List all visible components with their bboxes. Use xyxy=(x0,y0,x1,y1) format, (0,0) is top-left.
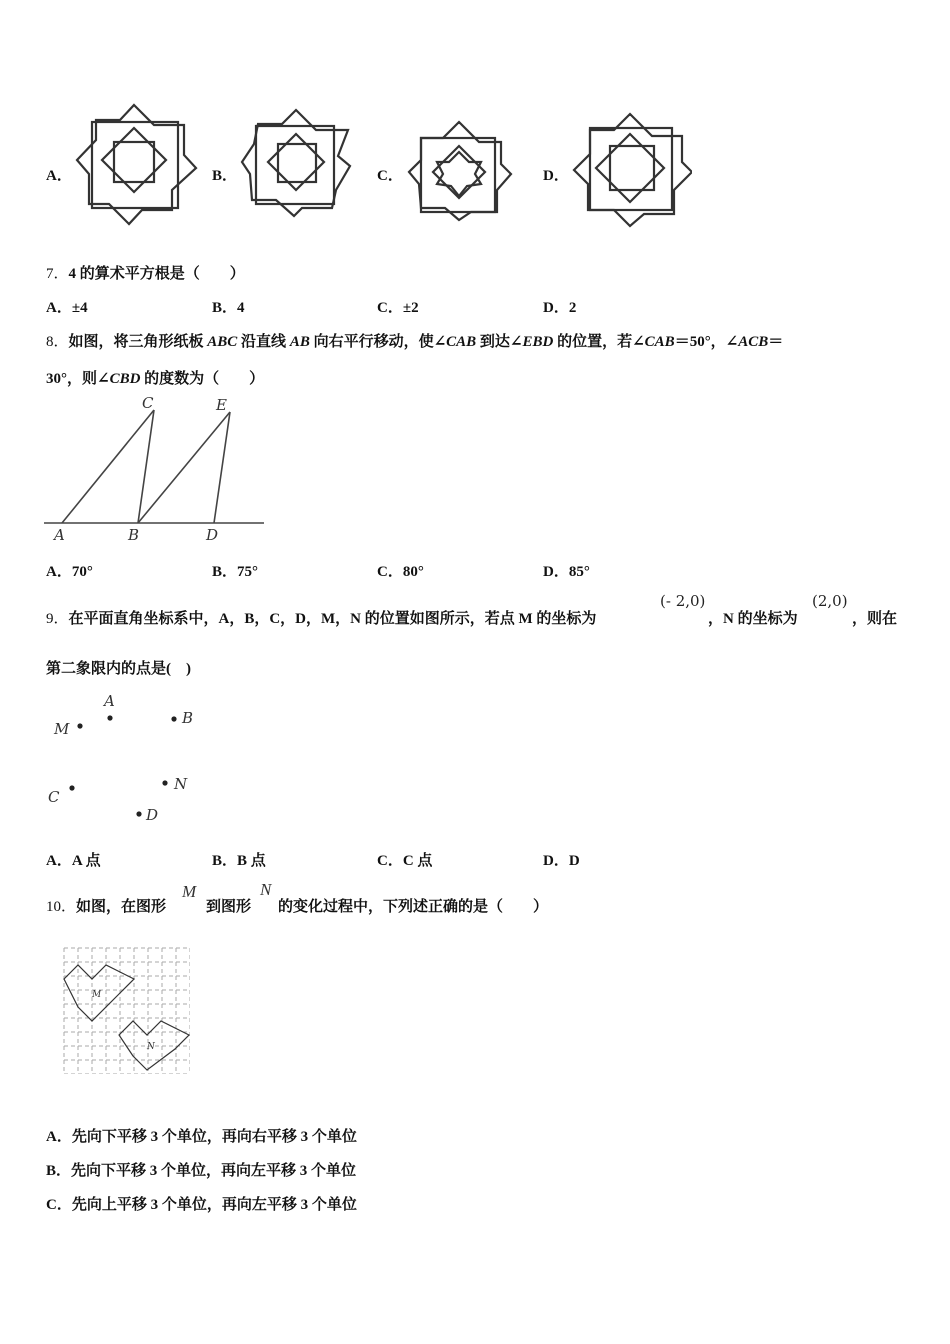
q9-stem-line2: 第二象限内的点是( ) xyxy=(46,661,191,677)
q8-option-d-letter: D． xyxy=(543,564,569,580)
q8-option-d[interactable] xyxy=(543,560,590,581)
q7-number: 7． xyxy=(46,266,69,282)
q9-point-d xyxy=(136,811,141,816)
q7-option-d[interactable] xyxy=(543,296,576,317)
q7-stem-text: 4 的算术平方根是（ ） xyxy=(68,266,245,282)
q9-point-b xyxy=(171,716,176,721)
q7-option-c-text: ±2 xyxy=(402,300,419,316)
q8-label-c: C xyxy=(142,394,154,412)
q9-option-a-letter: A． xyxy=(46,853,72,869)
q7-option-b-text: 4 xyxy=(237,300,245,316)
q8-option-d-text: 85° xyxy=(568,564,590,580)
q9-point-c xyxy=(69,785,74,790)
q9-option-b-letter: B． xyxy=(212,853,238,869)
q8-option-c-text: 80° xyxy=(402,564,424,580)
q7-option-c[interactable] xyxy=(377,296,419,317)
q8-var-acb: ACB xyxy=(738,334,769,350)
q9-label-n: N xyxy=(174,775,188,793)
q10-option-b[interactable] xyxy=(46,1159,356,1180)
q7-option-a-text: ±4 xyxy=(71,300,88,316)
q9-option-c-text: C 点 xyxy=(402,853,433,869)
q8-var-cbd: CBD xyxy=(109,371,141,387)
q9-option-a-text: A 点 xyxy=(71,853,101,869)
q10-label-n: N xyxy=(147,1042,155,1052)
q9-n-coordinate: (2,0) xyxy=(812,592,848,610)
q9-label-m: M xyxy=(54,720,70,738)
q10-option-b-text: 先向下平移 3 个单位，再向左平移 3 个单位 xyxy=(71,1163,357,1179)
q8-text: 到达∠ xyxy=(476,334,523,350)
q9-label-b: B xyxy=(182,709,194,727)
q7-option-c-letter: C． xyxy=(377,300,403,316)
q8-option-b-letter: B． xyxy=(212,564,238,580)
q9-text-end: ，则在 xyxy=(852,611,898,627)
q8-label-b: B xyxy=(128,526,140,544)
q10-option-b-letter: B． xyxy=(46,1163,72,1179)
q9-stem-line1 xyxy=(46,607,596,628)
q9-option-d-letter: D． xyxy=(543,853,569,869)
q9-option-c-letter: C． xyxy=(377,853,403,869)
q6-option-d-label[interactable]: D． xyxy=(543,168,569,184)
q9-option-c[interactable] xyxy=(377,849,432,870)
q6-option-c-figure[interactable] xyxy=(405,118,515,222)
q10-grid-figure xyxy=(60,944,190,1074)
q9-option-b-text: B 点 xyxy=(237,853,266,869)
q8-var-ab: AB xyxy=(289,334,310,350)
q8-var-ebd: EBD xyxy=(522,334,554,350)
q8-label-e: E xyxy=(216,396,227,414)
q10-number: 10． xyxy=(46,899,77,915)
q9-point-a xyxy=(107,715,112,720)
q8-label-a: A xyxy=(54,526,65,544)
q10-text-end: 的变化过程中，下列述正确的是（ ） xyxy=(278,899,549,915)
q6-option-b-label[interactable]: B． xyxy=(212,168,238,184)
q7-option-a[interactable] xyxy=(46,296,88,317)
q10-option-a-letter: A． xyxy=(46,1129,72,1145)
q8-option-a-text: 70° xyxy=(71,564,93,580)
q8-var-cab: CAB xyxy=(446,334,477,350)
q8-option-a-letter: A． xyxy=(46,564,72,580)
q7-stem xyxy=(46,262,245,283)
q10-option-c-letter: C． xyxy=(46,1197,72,1213)
q7-option-d-text: 2 xyxy=(568,300,577,316)
q10-option-c[interactable] xyxy=(46,1193,357,1214)
q9-label-c: C xyxy=(48,788,60,806)
q8-option-c[interactable] xyxy=(377,560,424,581)
q10-var-m: M xyxy=(182,882,197,901)
q10-option-a-text: 先向下平移 3 个单位，再向右平移 3 个单位 xyxy=(71,1129,357,1145)
q8-text: 30°，则∠ xyxy=(46,371,110,387)
q8-text: 沿直线 xyxy=(237,334,290,350)
q9-option-d-text: D xyxy=(568,853,580,869)
q10-var-n: N xyxy=(260,880,272,899)
q6-option-a-figure[interactable] xyxy=(74,100,199,228)
q8-stem-line2 xyxy=(46,367,264,388)
q9-number: 9． xyxy=(46,611,69,627)
q8-option-a[interactable] xyxy=(46,560,93,581)
q7-option-d-letter: D． xyxy=(543,300,569,316)
q9-point-n xyxy=(162,780,167,785)
q7-option-a-letter: A． xyxy=(46,300,72,316)
q10-option-c-text: 先向上平移 3 个单位，再向左平移 3 个单位 xyxy=(71,1197,357,1213)
q6-option-a-label[interactable]: A． xyxy=(46,168,72,184)
q6-option-c-label[interactable]: C． xyxy=(377,168,403,184)
q10-text: 如图，在图形 xyxy=(76,899,167,915)
q9-text-n: ，N 的坐标为 xyxy=(708,611,798,627)
q7-option-b[interactable] xyxy=(212,296,245,317)
q9-figure xyxy=(44,690,224,830)
q8-option-b-text: 75° xyxy=(237,564,259,580)
q10-grid xyxy=(64,948,190,1074)
q8-stem-line1 xyxy=(46,330,783,351)
q8-text: 的度数为（ ） xyxy=(140,371,265,387)
q8-figure xyxy=(44,394,266,546)
q9-label-a: A xyxy=(104,692,115,710)
q8-option-c-letter: C． xyxy=(377,564,403,580)
q10-option-a[interactable] xyxy=(46,1125,357,1146)
q8-option-b[interactable] xyxy=(212,560,258,581)
q7-option-b-letter: B． xyxy=(212,300,238,316)
q10-stem-start xyxy=(46,895,166,916)
q9-point-m xyxy=(77,723,82,728)
q9-option-a[interactable] xyxy=(46,849,101,870)
q8-number: 8． xyxy=(46,334,69,350)
q9-label-d: D xyxy=(146,806,159,824)
q8-var-abc: ABC xyxy=(207,334,238,350)
q8-text: ＝50°，∠ xyxy=(674,334,739,350)
q6-option-d-figure[interactable] xyxy=(570,110,692,228)
q9-option-b[interactable] xyxy=(212,849,266,870)
q10-text-mid: 到图形 xyxy=(206,899,252,915)
q8-var-cab: CAB xyxy=(644,334,675,350)
q8-label-d: D xyxy=(206,526,219,544)
q9-m-coordinate: (- 2,0) xyxy=(660,592,706,610)
q8-text: 如图，将三角形纸板 xyxy=(68,334,208,350)
q8-text: 向右平行移动，使∠ xyxy=(309,334,447,350)
q6-option-b-figure[interactable] xyxy=(238,104,354,220)
q8-text: ＝ xyxy=(768,334,784,350)
q10-label-m: M xyxy=(92,990,102,1000)
q8-text: 的位置，若∠ xyxy=(553,334,645,350)
q9-option-d[interactable] xyxy=(543,849,580,870)
q9-text: 在平面直角坐标系中，A，B，C，D，M，N 的位置如图所示，若点 M 的坐标为 xyxy=(68,611,597,627)
